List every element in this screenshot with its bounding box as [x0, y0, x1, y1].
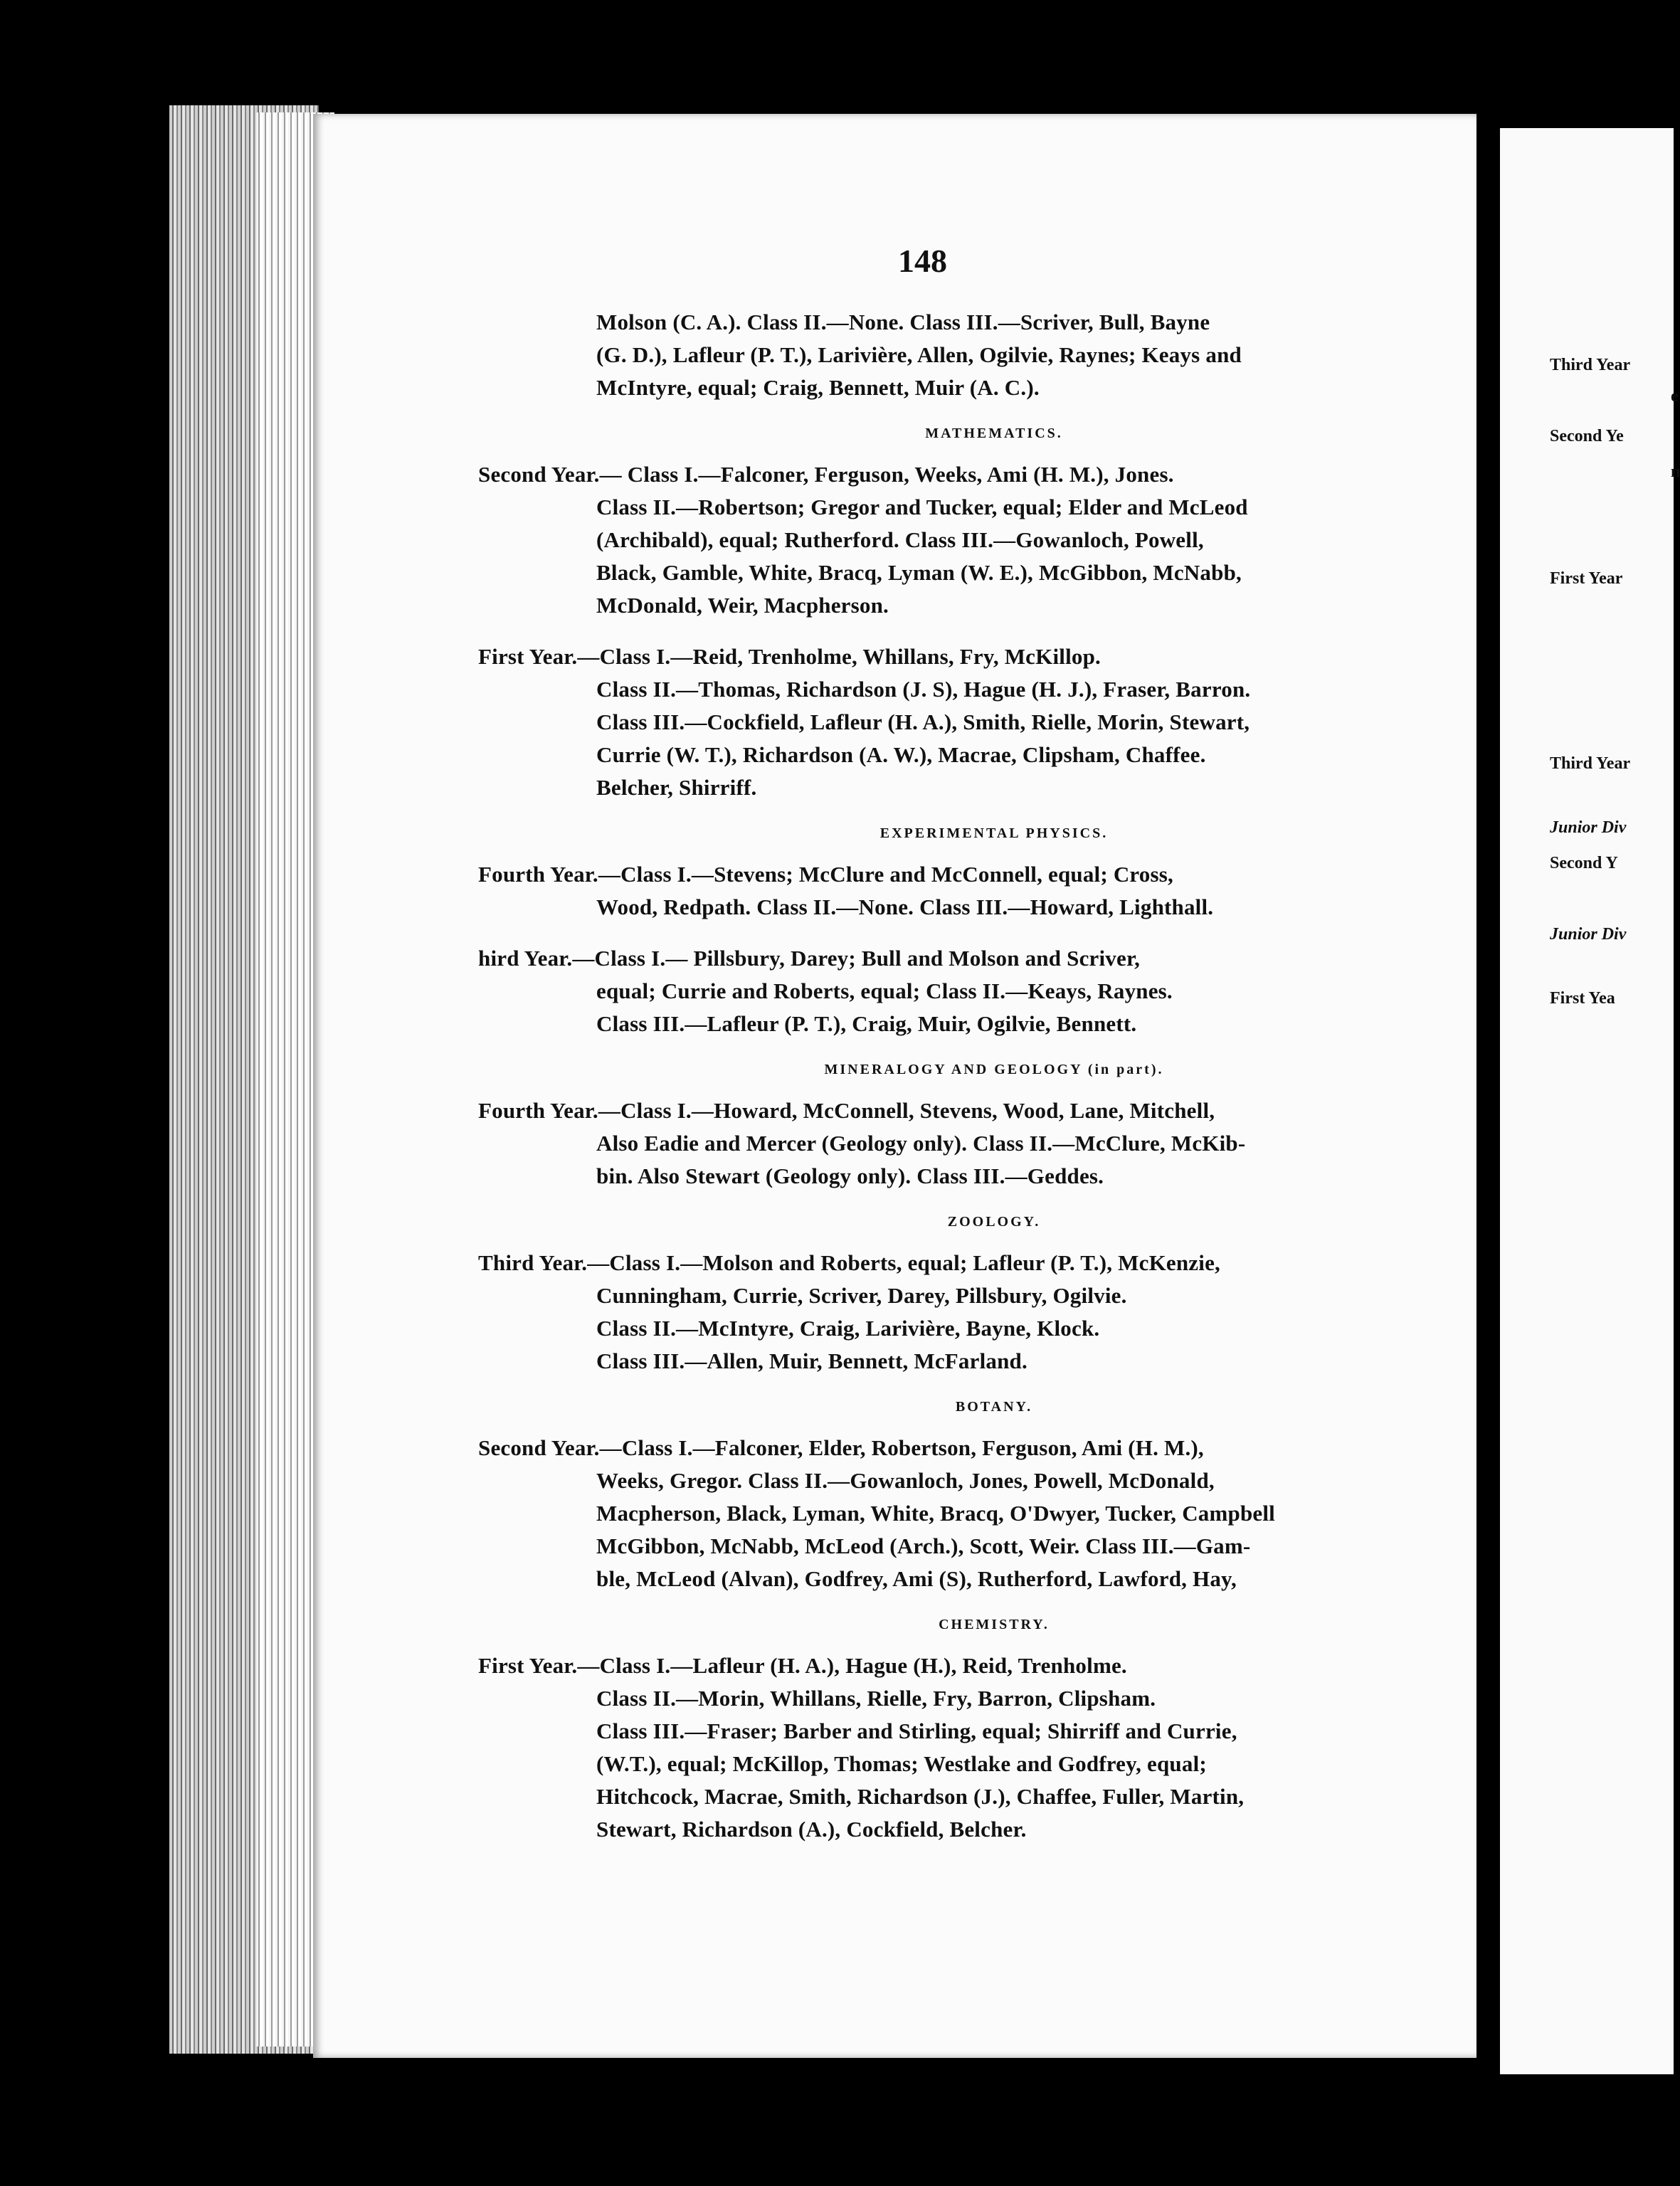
text-line: (Archibald), equal; Rutherford. Class III.—Gowanloch, Powell,	[596, 527, 1204, 552]
year-lead-line: First Year.—Class I.—Lafleur (H. A.), Hague (H.), Reid, Trenholme.	[478, 1653, 1127, 1678]
text-line: Class III.—Allen, Muir, Bennett, McFarland.	[596, 1348, 1027, 1373]
right-page-fragment: n	[1671, 463, 1680, 481]
right-page-fragment: First Year	[1550, 569, 1623, 588]
text-line: bin. Also Stewart (Geology only). Class III.—Geddes.	[596, 1163, 1104, 1188]
section-heading: CHEMISTRY.	[939, 1617, 1050, 1632]
text-line: Class II.—Robertson; Gregor and Tucker, equal; Elder and McLeod	[596, 495, 1248, 519]
text-line: Black, Gamble, White, Bracq, Lyman (W. E.), McGibbon, McNabb,	[596, 560, 1242, 585]
text-line: Currie (W. T.), Richardson (A. W.), Macrae, Clipsham, Chaffee.	[596, 742, 1206, 767]
text-line: Class II.—Morin, Whillans, Rielle, Fry, Barron, Clipsham.	[596, 1686, 1156, 1711]
text-line: (G. D.), Lafleur (P. T.), Larivière, Allen, Ogilvie, Raynes; Keays and	[596, 342, 1242, 367]
year-lead-line: Second Year.—Class I.—Falconer, Elder, Robertson, Ferguson, Ami (H. M.),	[478, 1435, 1204, 1460]
right-page-fragment: Third Year	[1550, 356, 1631, 374]
text-line: Belcher, Shirriff.	[596, 775, 757, 800]
text-line: Class II.—Thomas, Richardson (J. S), Hague (H. J.), Fraser, Barron.	[596, 677, 1251, 702]
page-number: 148	[898, 243, 947, 279]
text-line: Wood, Redpath. Class II.—None. Class III.—Howard, Lighthall.	[596, 894, 1214, 919]
year-lead-line: First Year.—Class I.—Reid, Trenholme, Whillans, Fry, McKillop.	[478, 644, 1101, 669]
text-line: Stewart, Richardson (A.), Cockfield, Belcher.	[596, 1817, 1027, 1842]
line-gap	[478, 924, 1382, 942]
text-line: McDonald, Weir, Macpherson.	[596, 593, 889, 618]
text-line: McGibbon, McNabb, McLeod (Arch.), Scott, Weir. Class III.—Gam-	[596, 1533, 1251, 1558]
right-page-fragment: Junior Div	[1550, 818, 1627, 837]
text-line: Class III.—Cockfield, Lafleur (H. A.), Smith, Rielle, Morin, Stewart,	[596, 709, 1250, 734]
section-heading: BOTANY.	[955, 1399, 1033, 1415]
line-gap	[478, 622, 1382, 640]
text-line: equal; Currie and Roberts, equal; Class II.—Keays, Raynes.	[596, 978, 1173, 1003]
section-heading: MATHEMATICS.	[925, 426, 1063, 441]
year-lead-line: Fourth Year.—Class I.—Howard, McConnell, Stevens, Wood, Lane, Mitchell,	[478, 1098, 1215, 1123]
right-page-fragment: e	[1671, 387, 1679, 406]
year-lead-line: Second Year.— Class I.—Falconer, Ferguson, Weeks, Ami (H. M.), Jones.	[478, 462, 1174, 487]
text-line: Cunningham, Currie, Scriver, Darey, Pillsbury, Ogilvie.	[596, 1283, 1127, 1308]
right-page-fragment: Second Ye	[1550, 427, 1624, 445]
right-page-fragment: Junior Div	[1550, 925, 1627, 944]
page-text-block	[478, 306, 1382, 1846]
year-lead-line: Fourth Year.—Class I.—Stevens; McClure and McConnell, equal; Cross,	[478, 862, 1173, 887]
year-lead-line: hird Year.—Class I.— Pillsbury, Darey; Bull and Molson and Scriver,	[478, 946, 1141, 971]
text-line: Also Eadie and Mercer (Geology only). Class II.—McClure, McKib-	[596, 1131, 1246, 1156]
text-line: (W.T.), equal; McKillop, Thomas; Westlake and Godfrey, equal;	[596, 1751, 1207, 1776]
text-line: Molson (C. A.). Class II.—None. Class III.—Scriver, Bull, Bayne	[596, 310, 1210, 334]
text-line: Class III.—Lafleur (P. T.), Craig, Muir, Ogilvie, Bennett.	[596, 1011, 1137, 1036]
right-page	[1500, 128, 1674, 2074]
text-line: Macpherson, Black, Lyman, White, Bracq, O'Dwyer, Tucker, Campbell	[596, 1501, 1275, 1526]
right-page-fragment: Second Y	[1550, 854, 1618, 872]
text-line: ble, McLeod (Alvan), Godfrey, Ami (S), Rutherford, Lawford, Hay,	[596, 1566, 1237, 1591]
gutter-shadow	[1493, 132, 1500, 2074]
year-lead-line: Third Year.—Class I.—Molson and Roberts, equal; Lafleur (P. T.), McKenzie,	[478, 1250, 1220, 1275]
section-heading: MINERALOGY AND GEOLOGY (in part).	[824, 1062, 1164, 1077]
section-heading: ZOOLOGY.	[947, 1214, 1041, 1230]
text-line: Class II.—McIntyre, Craig, Larivière, Bayne, Klock.	[596, 1316, 1100, 1341]
text-line: McIntyre, equal; Craig, Bennett, Muir (A. C.).	[596, 375, 1040, 400]
text-line: Class III.—Fraser; Barber and Stirling, equal; Shirriff and Currie,	[596, 1718, 1237, 1743]
text-line: Hitchcock, Macrae, Smith, Richardson (J.), Chaffee, Fuller, Martin,	[596, 1784, 1245, 1809]
text-line: Weeks, Gregor. Class II.—Gowanloch, Jones, Powell, McDonald,	[596, 1468, 1215, 1493]
right-page-fragment: First Yea	[1550, 989, 1615, 1008]
right-page-fragment: Third Year	[1550, 754, 1631, 773]
section-heading: EXPERIMENTAL PHYSICS.	[879, 825, 1109, 841]
